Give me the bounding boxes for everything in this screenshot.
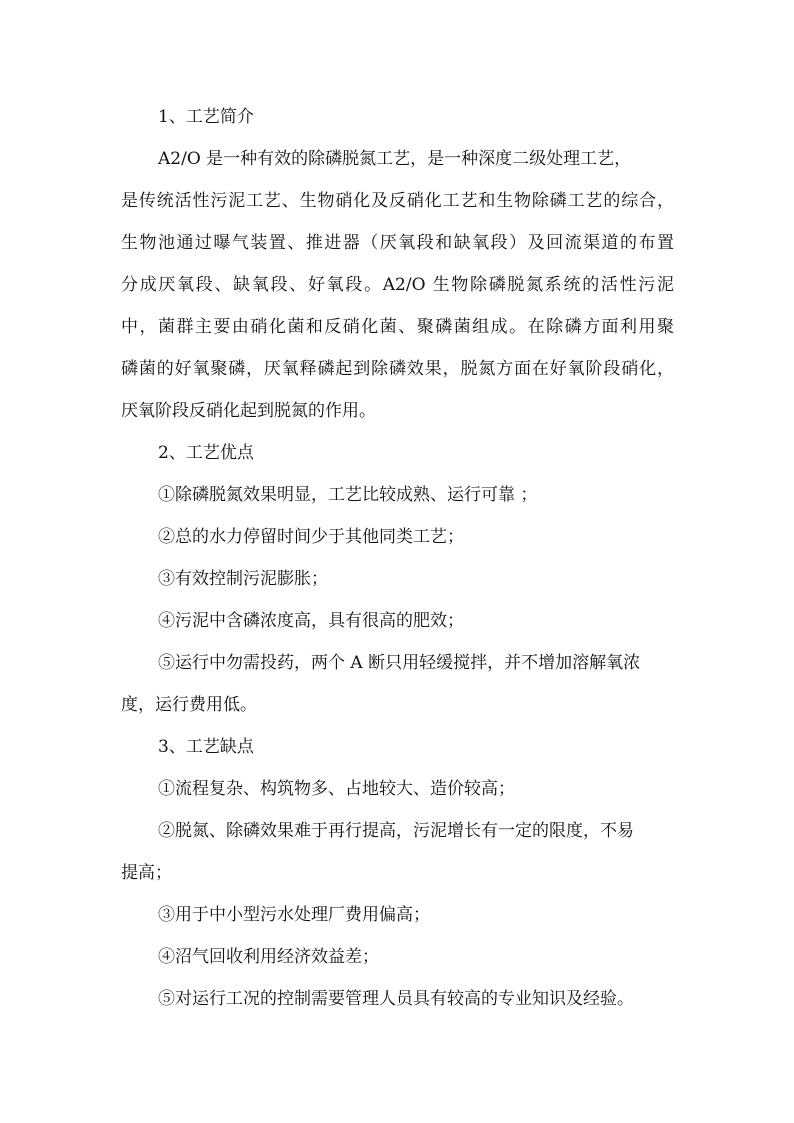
list-item: ①除磷脱氮效果明显，工艺比较成熟、运行可靠 ； [158, 485, 538, 505]
list-item: ④污泥中含磷浓度高，具有很高的肥效； [158, 611, 464, 631]
section-heading-process-intro: 1、工艺简介 [158, 107, 254, 127]
list-item: ⑤对运行工况的控制需要管理人员具有较高的专业知识及经验。 [158, 989, 634, 1009]
list-item: ④沼气回收利用经济效益差； [158, 947, 379, 967]
list-item-continuation: 度，运行费用低。 [121, 695, 257, 715]
paragraph-line: 分成厌氧段、缺氧段、好氧段。A2/O 生物除磷脱氮系统的活性污泥 [121, 275, 674, 295]
section-heading-disadvantages: 3、工艺缺点 [158, 737, 254, 757]
list-item: ③用于中小型污水处理厂费用偏高； [158, 905, 430, 925]
list-item: ⑤运行中勿需投药，两个 A 断只用轻缓搅拌，并不增加溶解氧浓 [158, 653, 641, 673]
list-item: ②脱氮、除磷效果难于再行提高，污泥增长有一定的限度，不易 [158, 821, 634, 841]
paragraph-line: 厌氧阶段反硝化起到脱氮的作用。 [121, 401, 376, 421]
list-item-continuation: 提高； [121, 863, 172, 883]
section-heading-advantages: 2、工艺优点 [158, 443, 254, 463]
paragraph-line: 是传统活性污泥工艺、生物硝化及反硝化工艺和生物除磷工艺的综合， [121, 191, 674, 211]
list-item: ①流程复杂、构筑物多、占地较大、造价较高； [158, 779, 515, 799]
paragraph-line: 中，菌群主要由硝化菌和反硝化菌、聚磷菌组成。在除磷方面利用聚 [121, 317, 674, 337]
paragraph-line: A2/O 是一种有效的除磷脱氮工艺，是一种深度二级处理工艺， [158, 149, 632, 169]
paragraph-line: 磷菌的好氧聚磷，厌氧释磷起到除磷效果，脱氮方面在好氧阶段硝化， [121, 359, 674, 379]
list-item: ③有效控制污泥膨胀； [158, 569, 328, 589]
paragraph-line: 生物池通过曝气装置、推进器（厌氧段和缺氧段）及回流渠道的布置 [121, 233, 674, 253]
list-item: ②总的水力停留时间少于其他同类工艺； [158, 527, 464, 547]
